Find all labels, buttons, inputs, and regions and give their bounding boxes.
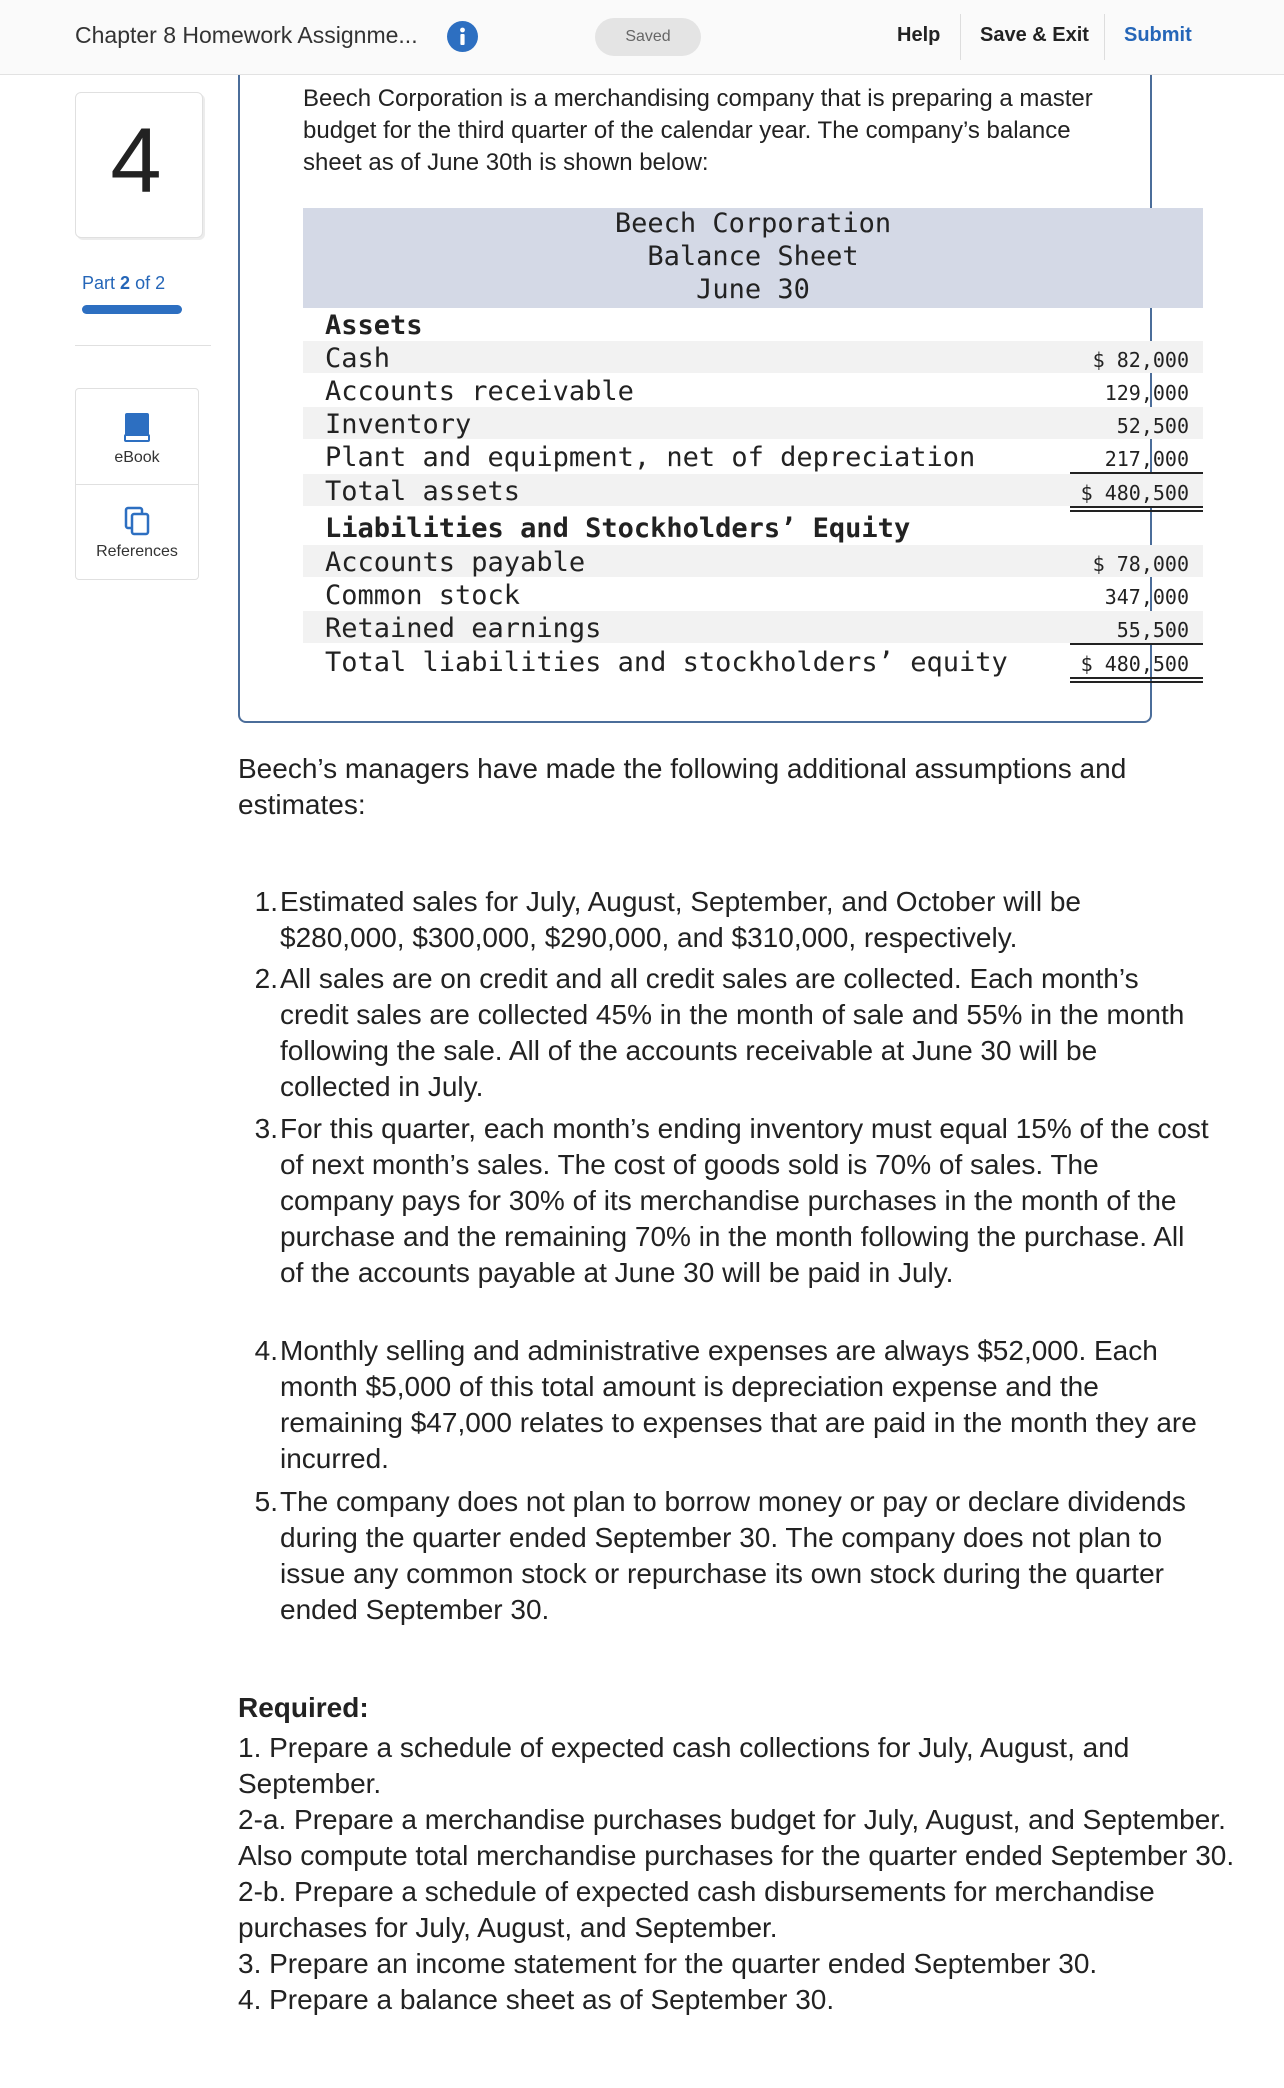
- part-indicator: [82, 273, 165, 294]
- rail-divider: [75, 345, 211, 346]
- required-heading: Required:: [238, 1692, 369, 1723]
- references-button[interactable]: [76, 505, 198, 561]
- ebook-label: eBook: [114, 449, 160, 466]
- row-label: Plant and equipment, net of depreciation: [325, 442, 976, 473]
- total-double-underline: [1070, 506, 1203, 508]
- list-text: For this quarter, each month’s ending inventory must equal 15% of the cost of next month’s sales. The cost of goods sold is 70% of sales. The company pays for 30% of its merchandise purchases in the month of the purchase and the remaining 70% in the month following the purchase. All of the accounts payable at June 30 will be paid in July.: [280, 1113, 1209, 1288]
- references-label: References: [96, 543, 178, 560]
- assignment-title: Chapter 8 Homework Assignme...: [75, 22, 418, 48]
- question-number-card: [75, 92, 203, 238]
- balance-sheet-header: [303, 208, 1203, 308]
- assets-heading: Assets: [325, 310, 423, 341]
- tools-panel: [75, 388, 199, 580]
- list-text: Estimated sales for July, August, September, and October will be $280,000, $300,000, $290,000, and $310,000, respectively.: [280, 886, 1081, 953]
- part-word: Part: [82, 273, 116, 293]
- save-exit-button[interactable]: Save & Exit: [980, 24, 1089, 46]
- row-amount: 347,000: [1104, 585, 1189, 609]
- required-item: 4. Prepare a balance sheet as of September 30.: [238, 1984, 835, 2015]
- submit-button[interactable]: Submit: [1124, 24, 1192, 46]
- tools-divider: [76, 484, 198, 485]
- total-double-underline: [1070, 677, 1203, 679]
- question-intro: Beech Corporation is a merchandising company that is preparing a master budget for the third quarter of the calendar year. The company’s balance sheet as of June 30th is shown below:: [303, 85, 1093, 176]
- table-row: [303, 341, 1203, 373]
- top-bar: [0, 0, 1284, 75]
- liabilities-heading: Liabilities and Stockholders’ Equity: [325, 513, 911, 544]
- list-text: The company does not plan to borrow money or pay or declare dividends during the quarter ended September 30. The company does not plan to issue any common stock or repurchase its own stock during the quarter ended September 30.: [280, 1486, 1186, 1625]
- statement-date: June 30: [696, 274, 810, 305]
- row-amount: $ 480,500: [1080, 481, 1189, 505]
- table-row: [303, 407, 1203, 439]
- total-double-underline: [1070, 681, 1203, 683]
- required-item: 2-a. Prepare a merchandise purchases budget for July, August, and September. Also compute total merchandise purchases for the quarter ended September 30.: [238, 1804, 1235, 1871]
- row-amount: 55,500: [1116, 618, 1189, 642]
- row-label: Inventory: [325, 409, 472, 440]
- nav-divider: [1104, 14, 1105, 60]
- row-amount: $ 78,000: [1092, 552, 1189, 576]
- list-text: All sales are on credit and all credit sales are collected. Each month’s credit sales are collected 45% in the month of sale and 55% in the month following the sale. All of the accounts receivable at June 30 will be collected in July.: [280, 963, 1185, 1102]
- table-row: [303, 440, 1203, 472]
- info-icon[interactable]: [447, 21, 478, 52]
- required-list: [238, 1730, 1238, 2018]
- table-row: [303, 545, 1203, 577]
- list-number: 5.: [254, 1486, 278, 1517]
- required-item: 3. Prepare an income statement for the quarter ended September 30.: [238, 1948, 1098, 1979]
- row-label: Total assets: [325, 476, 521, 507]
- row-label: Common stock: [325, 580, 521, 611]
- copy-icon: [122, 505, 152, 537]
- row-label: Accounts payable: [325, 547, 586, 578]
- saved-status-badge: Saved: [595, 18, 701, 56]
- row-amount: 129,000: [1104, 381, 1189, 405]
- table-row: [303, 611, 1203, 643]
- row-amount: $ 480,500: [1080, 652, 1189, 676]
- list-text: Monthly selling and administrative expenses are always $52,000. Each month $5,000 of this total amount is depreciation expense and the remaining $47,000 relates to expenses that are paid in the month they are incurred.: [280, 1335, 1197, 1474]
- part-current: 2: [120, 273, 131, 293]
- row-label: Cash: [325, 343, 391, 374]
- total-assets-row: [303, 474, 1203, 506]
- row-label: Retained earnings: [325, 613, 602, 644]
- ebook-button[interactable]: [76, 411, 198, 467]
- part-total: of 2: [135, 273, 166, 293]
- table-row: [303, 578, 1203, 610]
- book-icon: [122, 411, 152, 443]
- required-item: 2-b. Prepare a schedule of expected cash disbursements for merchandise purchases for July, August, and September.: [238, 1876, 1163, 1943]
- row-amount: 217,000: [1104, 447, 1189, 471]
- part-progress-bar: [82, 305, 182, 314]
- nav-divider: [960, 14, 961, 60]
- list-number: 1.: [254, 886, 278, 917]
- required-item: 1. Prepare a schedule of expected cash collections for July, August, and September.: [238, 1732, 1138, 1799]
- row-label: Total liabilities and stockholders’ equity: [325, 647, 1008, 678]
- table-row: [303, 374, 1203, 406]
- row-amount: 52,500: [1116, 414, 1189, 438]
- company-name: Beech Corporation: [614, 208, 892, 239]
- liabilities-heading-row: [303, 511, 1203, 543]
- list-number: 2.: [254, 963, 278, 994]
- row-amount: $ 82,000: [1092, 348, 1189, 372]
- help-button[interactable]: Help: [897, 24, 941, 46]
- total-liabilities-row: [303, 645, 1203, 677]
- assets-heading-row: [303, 308, 1203, 340]
- question-number: 4: [110, 110, 162, 212]
- list-number: 3.: [254, 1113, 278, 1144]
- statement-name: Balance Sheet: [647, 241, 859, 272]
- row-label: Accounts receivable: [325, 376, 634, 407]
- list-number: 4.: [254, 1335, 278, 1366]
- assumptions-intro: Beech’s managers have made the following additional assumptions and estimates:: [238, 753, 1127, 820]
